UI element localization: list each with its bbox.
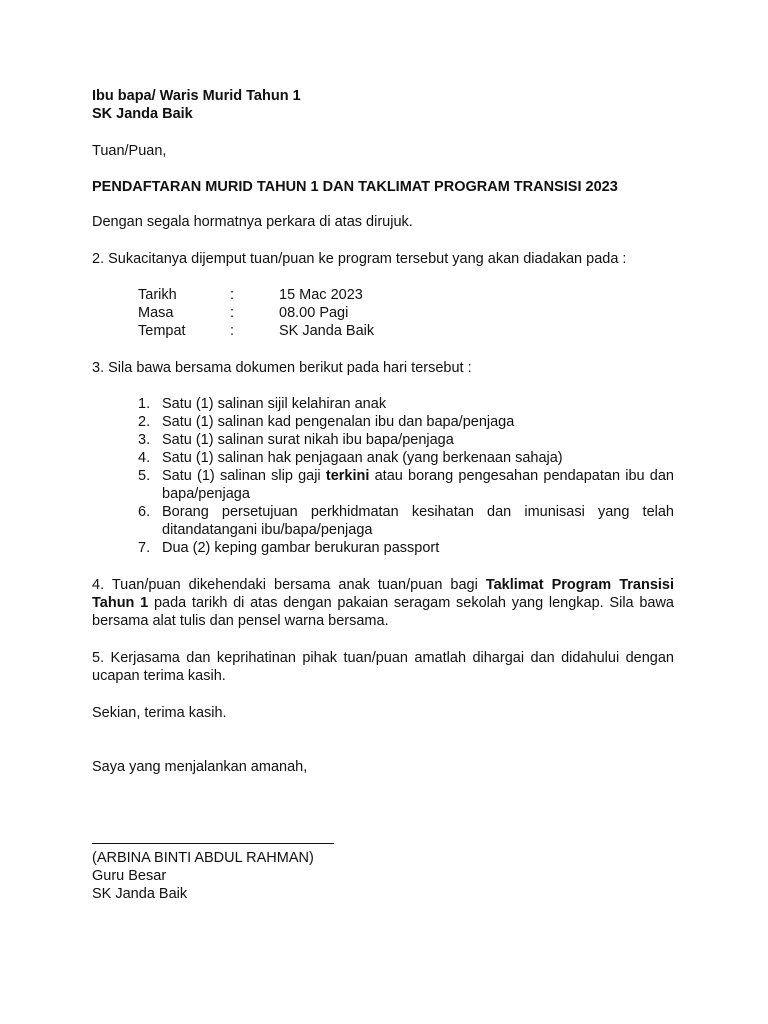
list-number: 5. xyxy=(138,468,151,484)
signatory-title: Guru Besar xyxy=(92,868,167,884)
list-number: 1. xyxy=(138,396,151,412)
paragraph-5: 5. Kerjasama dan keprihatinan pihak tuan/puan amatlah dihargai dan didahului dengan ucapan terima kasih. xyxy=(92,650,674,684)
para4-pre: 4. Tuan/puan dikehendaki bersama anak tuan/puan bagi xyxy=(92,577,486,593)
detail-colon: : xyxy=(230,305,235,321)
paragraph-2: 2. Sukacitanya dijemput tuan/puan ke program tersebut yang akan diadakan pada : xyxy=(92,251,627,267)
para4-bold: Taklimat Program Transisi Tahun 1 xyxy=(92,577,675,611)
recipient-line-1: Ibu bapa/ Waris Murid Tahun 1 xyxy=(92,88,301,104)
detail-row-venue xyxy=(138,322,538,340)
list-text: Satu (1) salinan surat nikah ibu bapa/penjaga xyxy=(162,432,454,448)
list-item xyxy=(92,467,674,503)
document-list xyxy=(92,395,674,557)
list-item xyxy=(92,395,674,413)
list-text: Satu (1) salinan sijil kelahiran anak xyxy=(162,396,387,412)
list-item xyxy=(92,449,674,467)
paragraph-3: 3. Sila bawa bersama dokumen berikut pada hari tersebut : xyxy=(92,360,472,376)
list-item xyxy=(92,431,674,449)
detail-label: Tarikh xyxy=(138,287,177,303)
letter-subject: PENDAFTARAN MURID TAHUN 1 DAN TAKLIMAT PROGRAM TRANSISI 2023 xyxy=(92,179,618,195)
list-text-pre: Satu (1) salinan slip gaji xyxy=(162,468,326,484)
list-text: Dua (2) keping gambar berukuran passport xyxy=(162,540,440,556)
list-number: 7. xyxy=(138,540,151,556)
list-text-bold: terkini xyxy=(325,468,370,484)
list-text: Borang persetujuan perkhidmatan kesihatan dan imunisasi yang telah ditandatangani ibu/bapa/penjaga xyxy=(162,504,674,538)
signatory-school: SK Janda Baik xyxy=(92,886,188,902)
list-item xyxy=(92,413,674,431)
detail-value: 15 Mac 2023 xyxy=(279,287,363,303)
detail-label: Masa xyxy=(138,305,174,321)
list-text: Satu (1) salinan kad pengenalan ibu dan bapa/penjaga xyxy=(162,414,515,430)
list-item xyxy=(92,503,674,539)
detail-value: 08.00 Pagi xyxy=(279,305,349,321)
list-number: 2. xyxy=(138,414,151,430)
paragraph-4 xyxy=(92,576,674,630)
signature-line xyxy=(92,843,334,844)
detail-row-date xyxy=(138,286,538,304)
list-number: 6. xyxy=(138,504,151,520)
recipient-line-2: SK Janda Baik xyxy=(92,106,193,122)
salutation: Tuan/Puan, xyxy=(92,143,167,159)
detail-value: SK Janda Baik xyxy=(279,323,375,339)
closing-trust: Saya yang menjalankan amanah, xyxy=(92,759,308,775)
detail-colon: : xyxy=(230,323,235,339)
paragraph-1: Dengan segala hormatnya perkara di atas dirujuk. xyxy=(92,214,413,230)
detail-label: Tempat xyxy=(138,323,186,339)
list-text: Satu (1) salinan hak penjagaan anak (yang berkenaan sahaja) xyxy=(162,450,563,466)
list-item xyxy=(92,539,674,557)
para4-post: pada tarikh di atas dengan pakaian seragam sekolah yang lengkap. Sila bawa bersama alat tulis dan pensel warna bersama. xyxy=(92,595,674,629)
list-text-post: atau borang pengesahan pendapatan ibu dan bapa/penjaga xyxy=(162,468,674,502)
list-number: 3. xyxy=(138,432,151,448)
detail-row-time xyxy=(138,304,538,322)
list-number: 4. xyxy=(138,450,151,466)
signatory-name: (ARBINA BINTI ABDUL RAHMAN) xyxy=(92,850,314,866)
closing-thanks: Sekian, terima kasih. xyxy=(92,705,227,721)
detail-colon: : xyxy=(230,287,235,303)
